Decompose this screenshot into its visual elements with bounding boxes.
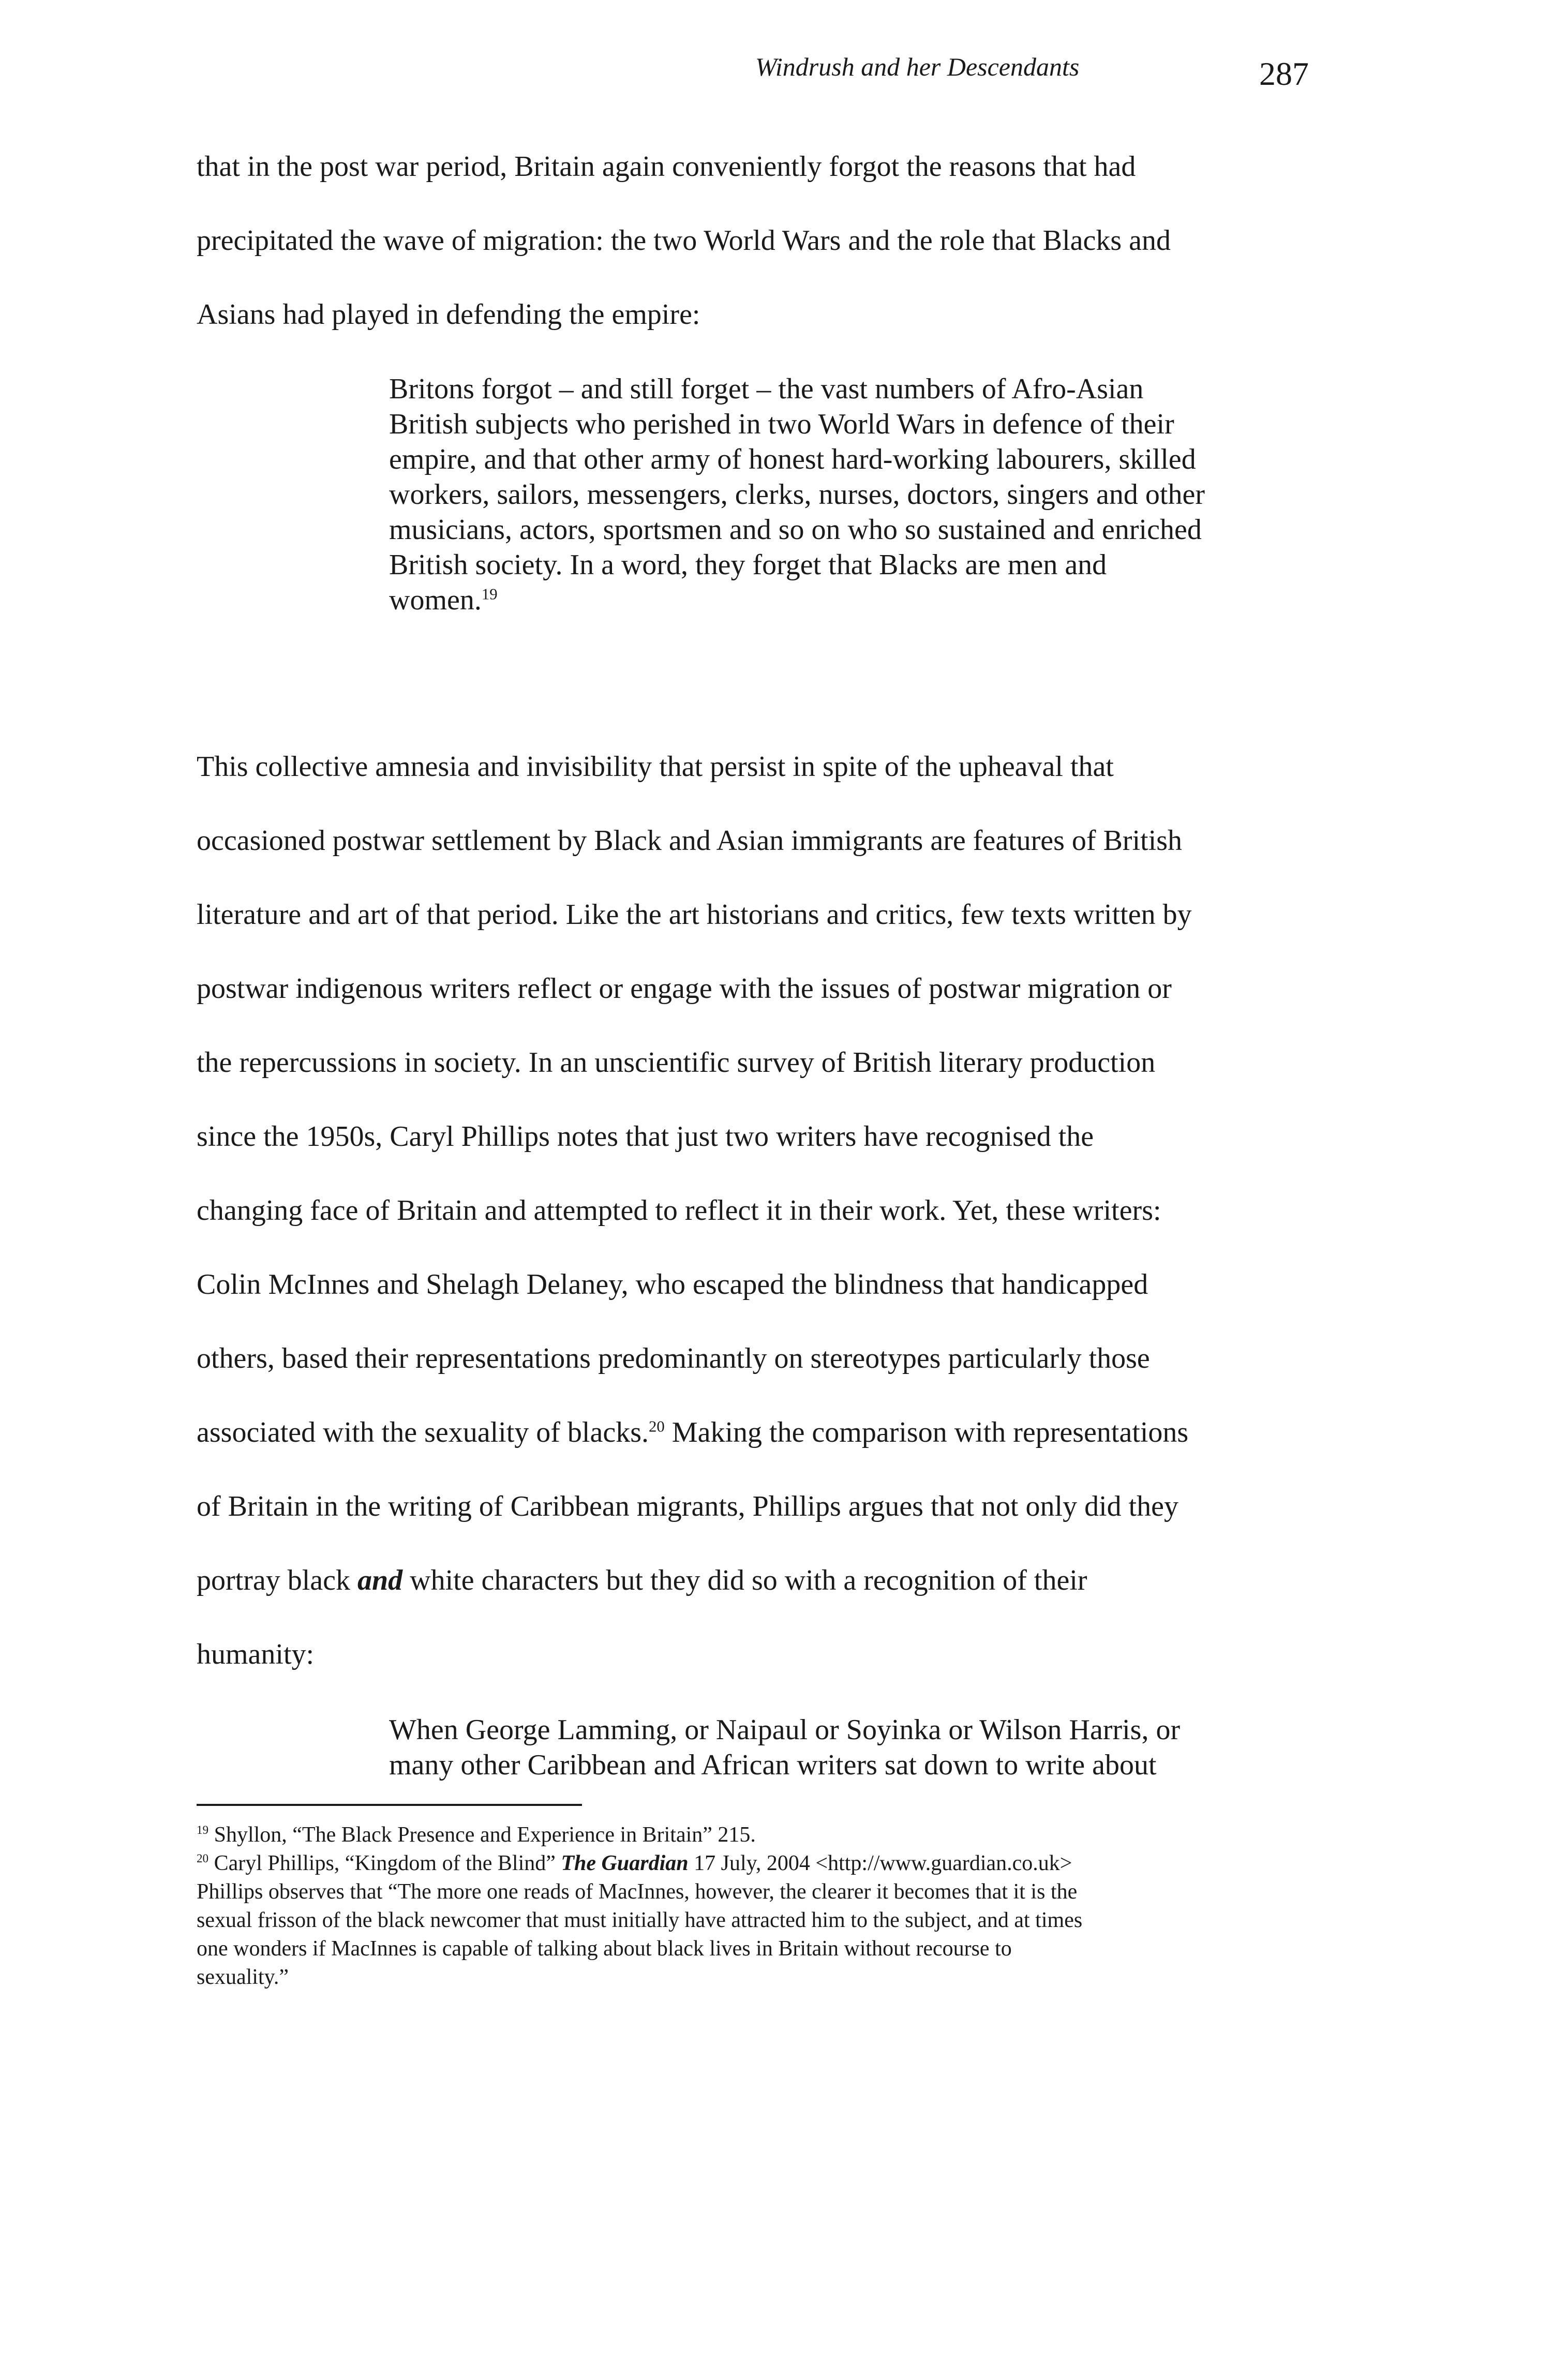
body-line	[197, 1416, 1188, 1449]
body-line: precipitated the wave of migration: the two World Wars and the role that Blacks and	[197, 225, 1171, 257]
body-line: literature and art of that period. Like the art historians and critics, few texts written by	[197, 899, 1192, 931]
body-line: This collective amnesia and invisibility that persist in spite of the upheaval that	[197, 751, 1114, 783]
footnote-ref-20[interactable]: 20	[649, 1417, 665, 1436]
footnote-number: 20	[197, 1851, 209, 1865]
body-line: changing face of Britain and attempted to reflect it in their work. Yet, these writers:	[197, 1194, 1161, 1227]
footnote-19	[197, 1821, 1082, 1849]
quote-line: musicians, actors, sportsmen and so on who so sustained and enriched	[389, 514, 1202, 546]
body-line: of Britain in the writing of Caribbean migrants, Phillips argues that not only did they	[197, 1490, 1179, 1522]
emphasis-and: and	[357, 1564, 403, 1596]
footnote-line: sexual frisson of the black newcomer that must initially have attracted him to the subject, and at times	[197, 1908, 1083, 1932]
quote-line: British society. In a word, they forget that Blacks are men and	[389, 549, 1107, 581]
quote-line: empire, and that other army of honest hard-working labourers, skilled	[389, 443, 1196, 475]
footnote-number: 19	[197, 1823, 209, 1836]
footnote-20	[197, 1849, 1082, 1878]
running-head: Windrush and her Descendants	[755, 52, 1080, 81]
line-text: associated with the sexuality of blacks.	[197, 1416, 649, 1448]
body-line: since the 1950s, Caryl Phillips notes that just two writers have recognised the	[197, 1120, 1094, 1153]
quote-line: British subjects who perished in two World Wars in defence of their	[389, 408, 1174, 440]
body-line	[197, 1564, 1087, 1597]
body-line: humanity:	[197, 1638, 315, 1670]
quote-line: workers, sailors, messengers, clerks, nurses, doctors, singers and other	[389, 479, 1205, 511]
body-line: the repercussions in society. In an unscientific survey of British literary production	[197, 1047, 1156, 1079]
quote-line-text: women.	[389, 584, 482, 616]
line-text: Making the comparison with representations	[664, 1416, 1189, 1448]
quote-line: many other Caribbean and African writers sat down to write about	[389, 1749, 1157, 1781]
line-text: white characters but they did so with a recognition of their	[402, 1564, 1087, 1596]
footnote-line: sexuality.”	[197, 1965, 289, 1989]
footnote-text: 17 July, 2004 <http://www.guardian.co.uk>	[688, 1851, 1072, 1875]
body-line: occasioned postwar settlement by Black and Asian immigrants are features of British	[197, 825, 1183, 857]
line-text: portray black	[197, 1564, 357, 1596]
footnote-text: Shyllon, “The Black Presence and Experience in Britain” 215.	[208, 1823, 756, 1847]
body-line: that in the post war period, Britain again conveniently forgot the reasons that had	[197, 151, 1136, 183]
block-quote-1	[389, 371, 1205, 618]
footnote-line: one wonders if MacInnes is capable of talking about black lives in Britain without recourse to	[197, 1937, 1012, 1961]
body-line: postwar indigenous writers reflect or engage with the issues of postwar migration or	[197, 973, 1172, 1005]
footnote-source-title: The Guardian	[561, 1851, 689, 1875]
quote-line: When George Lamming, or Naipaul or Soyinka or Wilson Harris, or	[389, 1714, 1181, 1746]
footnote-line: Phillips observes that “The more one reads of MacInnes, however, the clearer it becomes that it is the	[197, 1880, 1078, 1904]
block-quote-2	[389, 1712, 1180, 1783]
quote-line: Britons forgot – and still forget – the vast numbers of Afro-Asian	[389, 373, 1144, 405]
footnote-ref-19[interactable]: 19	[481, 585, 498, 603]
footnotes	[197, 1821, 1082, 1992]
quote-line	[389, 582, 1205, 618]
footnote-text: Caryl Phillips, “Kingdom of the Blind”	[208, 1851, 561, 1875]
page-number: 287	[1259, 55, 1309, 92]
body-line: others, based their representations predominantly on stereotypes particularly those	[197, 1342, 1150, 1374]
footnote-separator	[197, 1804, 582, 1806]
body-line: Colin McInnes and Shelagh Delaney, who escaped the blindness that handicapped	[197, 1268, 1148, 1301]
body-line: Asians had played in defending the empire:	[197, 298, 700, 331]
